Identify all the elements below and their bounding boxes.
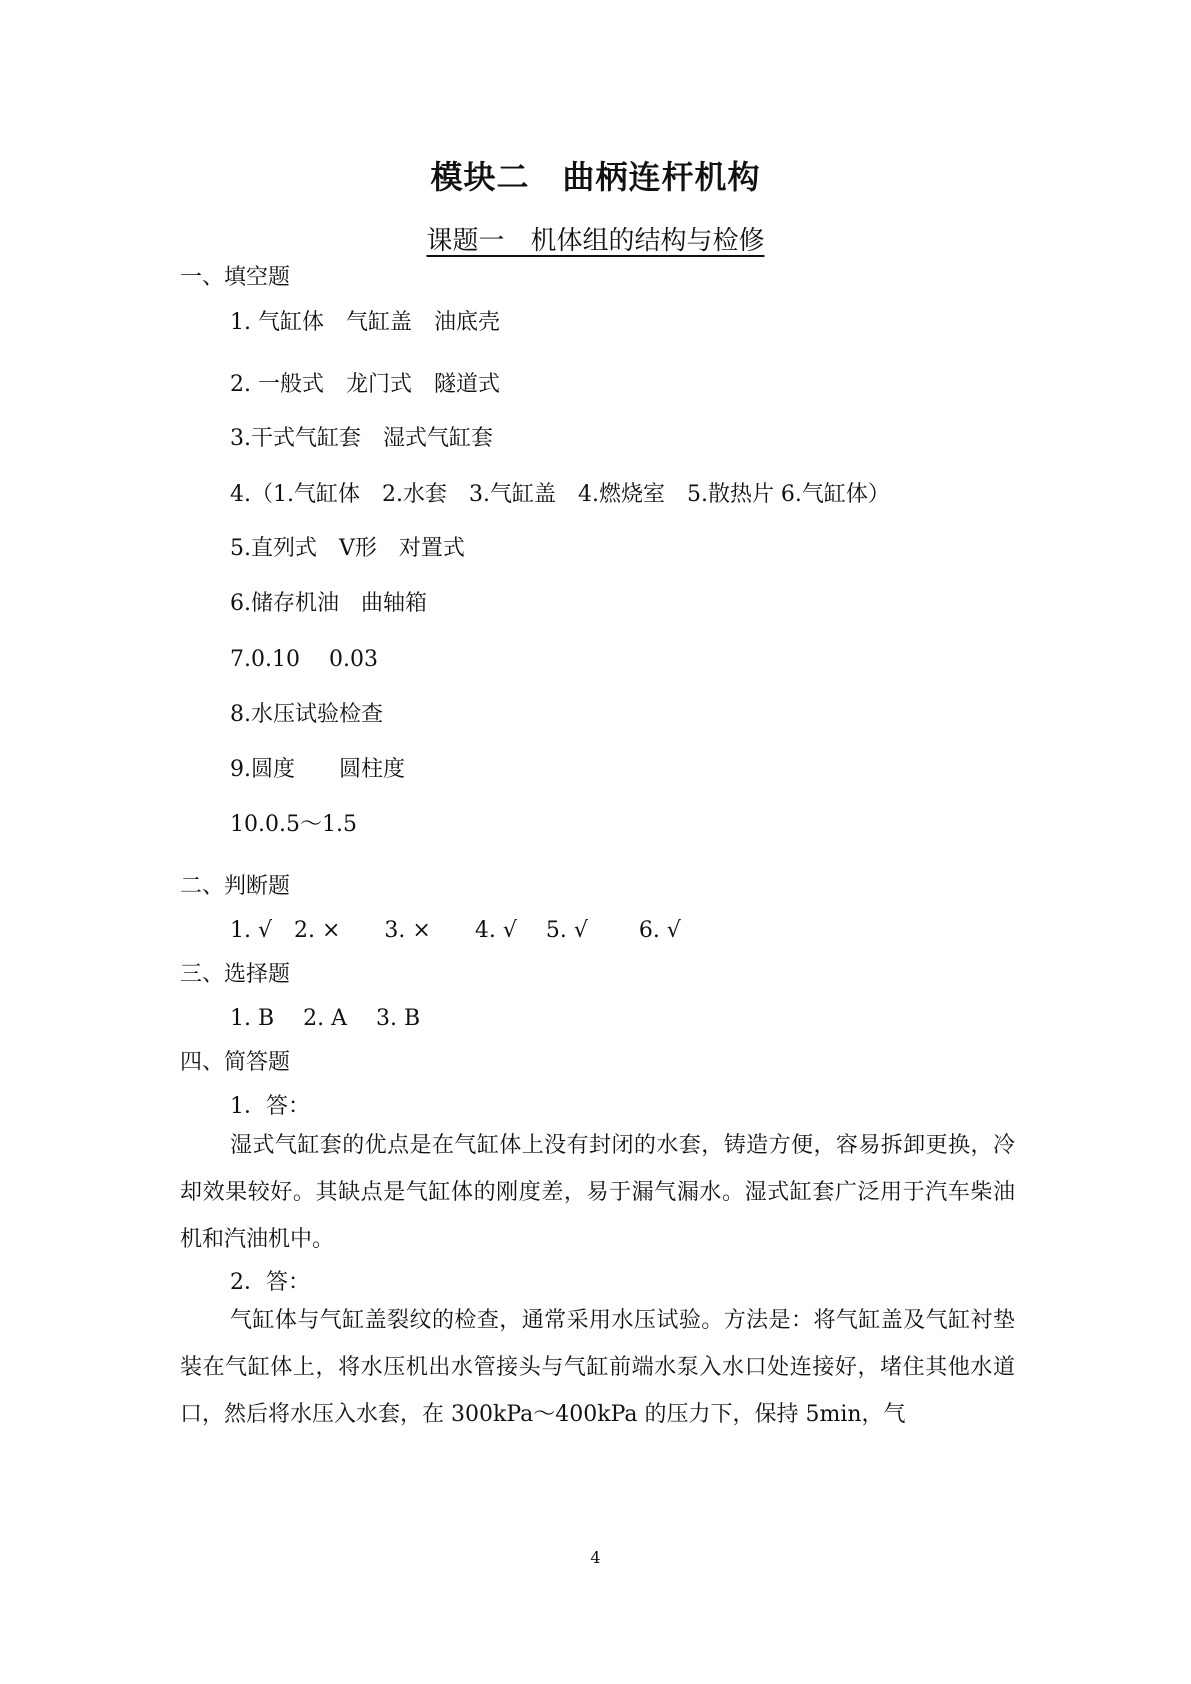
section-heading-short-answer: 四、简答题 (180, 1050, 291, 1075)
fill-in-answer: 2. 一般式 龙门式 隧道式 (230, 372, 500, 397)
page-number: 4 (590, 1548, 601, 1567)
section-heading-multiple-choice: 三、选择题 (180, 962, 291, 987)
section-heading-fill-in: 一、填空题 (180, 265, 291, 290)
short-answer-paragraph: 气缸体与气缸盖裂纹的检查，通常采用水压试验。方法是：将气缸盖及气缸衬垫装在气缸体上，将水压机出水管接头与气缸前端水泵入水口处连接好，堵住其他水道口，然后将水压入水套，在 300kPa～400kPa 的压力下，保持 5min，气 (180, 1308, 1015, 1427)
fill-in-answer: 5.直列式 V形 对置式 (230, 536, 465, 561)
lesson-title-text: 课题一 机体组的结构与检修 (426, 226, 765, 256)
section-heading-true-false: 二、判断题 (180, 874, 291, 899)
fill-in-answer: 9.圆度 圆柱度 (230, 757, 405, 782)
fill-in-answer: 1. 气缸体 气缸盖 油底壳 (230, 310, 500, 335)
fill-in-answer: 10.0.5～1.5 (230, 812, 357, 837)
short-answer-label: 1．答： (230, 1094, 310, 1119)
fill-in-answer: 4.（1.气缸体 2.水套 3.气缸盖 4.燃烧室 5.散热片 6.气缸体） (230, 482, 890, 507)
fill-in-answer: 6.储存机油 曲轴箱 (230, 591, 427, 616)
short-answer-paragraph: 湿式气缸套的优点是在气缸体上没有封闭的水套，铸造方便，容易拆卸更换，冷却效果较好。其缺点是气缸体的刚度差，易于漏气漏水。湿式缸套广泛用于汽车柴油机和汽油机中。 (180, 1133, 1015, 1252)
lesson-title (0, 220, 1191, 257)
fill-in-answer: 7.0.10 0.03 (230, 647, 378, 672)
module-title: 模块二 曲柄连杆机构 (430, 158, 761, 196)
fill-in-answer: 8.水压试验检查 (230, 702, 383, 727)
multiple-choice-answers: 1. B 2. A 3. B (230, 1006, 421, 1031)
fill-in-answer: 3.干式气缸套 湿式气缸套 (230, 426, 493, 451)
short-answer-label: 2．答： (230, 1270, 310, 1295)
true-false-answers: 1. √ 2. × 3. × 4. √ 5. √ 6. √ (230, 918, 681, 943)
